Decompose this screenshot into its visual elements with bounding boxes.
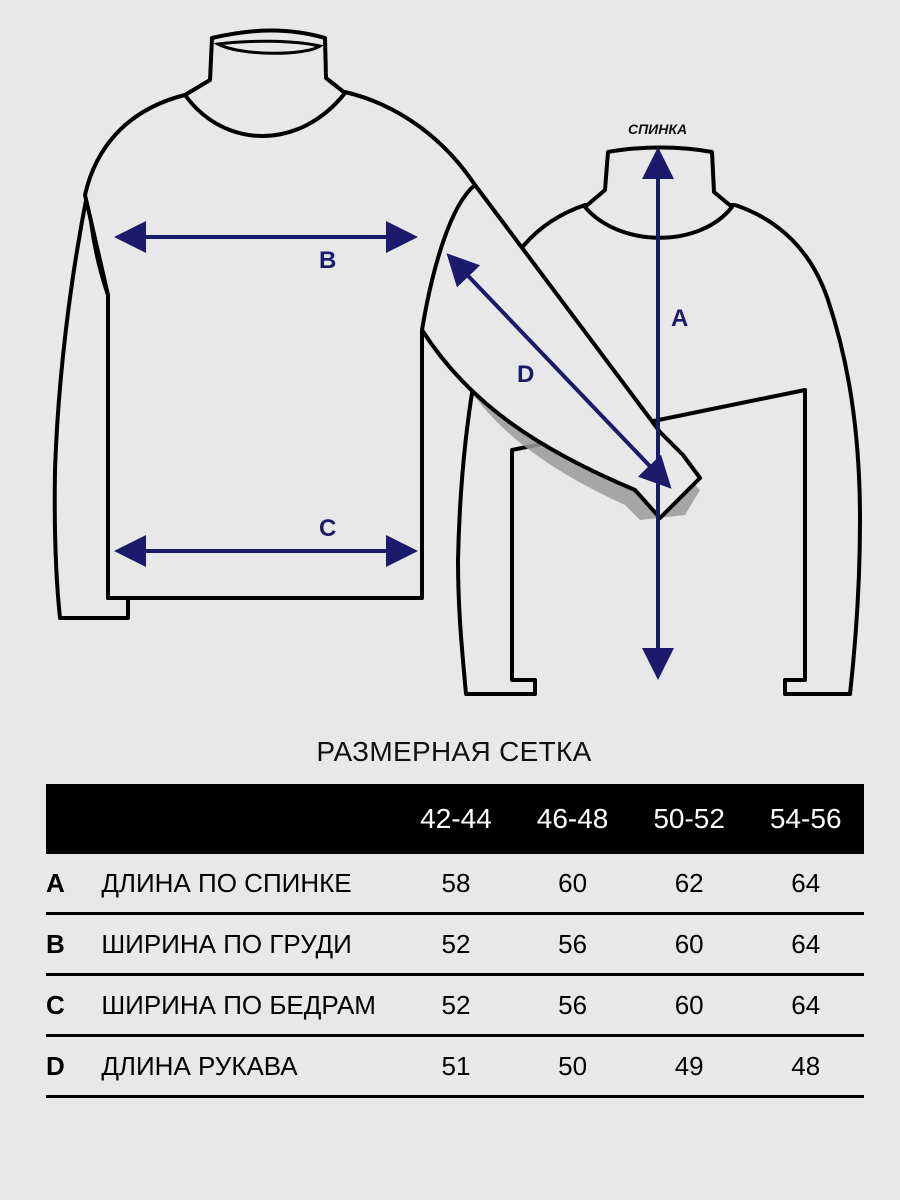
row-measurement-name: ШИРИНА ПО ГРУДИ [101, 928, 352, 959]
table-row [46, 915, 864, 976]
row-value: 52 [441, 928, 471, 959]
row-letter: D [46, 1050, 65, 1081]
front-body-outline [85, 92, 475, 598]
row-value: 64 [791, 867, 821, 898]
row-value: 64 [791, 989, 821, 1020]
row-value: 60 [674, 928, 704, 959]
row-letter: B [46, 928, 65, 959]
back-view-label: СПИНКА [628, 121, 688, 137]
table-row [46, 854, 864, 915]
size-header-1: 42-44 [420, 803, 492, 834]
row-value: 48 [791, 1050, 821, 1081]
row-value: 56 [558, 928, 588, 959]
row-value: 50 [558, 1050, 588, 1081]
size-header-3: 50-52 [653, 803, 725, 834]
label-b: B [319, 247, 337, 274]
row-measurement-name: ДЛИНА РУКАВА [101, 1050, 298, 1081]
row-value: 58 [441, 867, 471, 898]
table-header-row [46, 784, 864, 854]
table-row [46, 976, 864, 1037]
label-c: C [319, 515, 337, 542]
row-value: 64 [791, 928, 821, 959]
table-row [46, 1037, 864, 1098]
row-value: 51 [441, 1050, 471, 1081]
row-value: 56 [558, 989, 588, 1020]
label-d: D [517, 361, 535, 388]
row-measurement-name: ДЛИНА ПО СПИНКЕ [101, 867, 352, 898]
size-header-2: 46-48 [536, 803, 609, 834]
size-chart-title: РАЗМЕРНАЯ СЕТКА [316, 736, 592, 767]
row-letter: C [46, 989, 65, 1020]
row-value: 60 [558, 867, 588, 898]
row-letter: A [46, 867, 65, 898]
row-measurement-name: ШИРИНА ПО БЕДРАМ [101, 989, 376, 1020]
size-header-4: 54-56 [769, 803, 842, 834]
row-value: 49 [674, 1050, 704, 1081]
size-chart-table [46, 784, 864, 1098]
label-a: A [671, 305, 689, 332]
row-value: 62 [674, 867, 704, 898]
row-value: 52 [441, 989, 471, 1020]
row-value: 60 [674, 989, 704, 1020]
